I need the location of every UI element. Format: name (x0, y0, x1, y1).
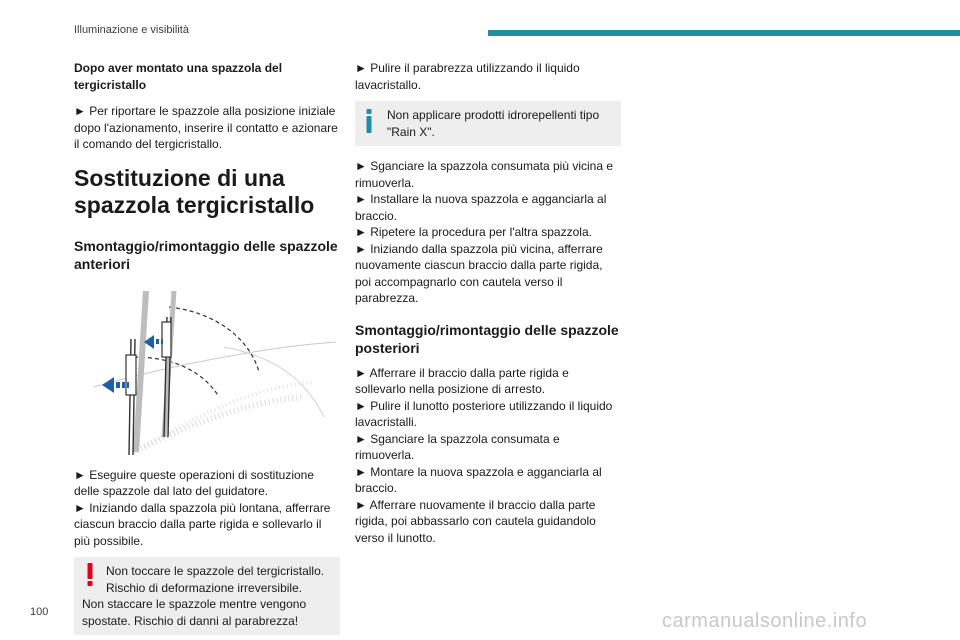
rear-step-4: ► Montare la nuova spazzola e agganciarla al braccio. (355, 464, 602, 495)
rear-step-5: ► Afferrare nuovamente il braccio dalla parte rigida, poi abbassarlo con cautela guidandolo verso il lunotto. (355, 497, 596, 545)
warning-text-1: Non toccare le spazzole del tergicristallo. Rischio di deformazione irreversibile. (106, 564, 325, 595)
right-paragraph-1: ► Pulire il parabrezza utilizzando il liquido lavacristallo. (355, 61, 580, 92)
page-number: 100 (30, 606, 49, 618)
rear-step-3: ► Sganciare la spazzola consumata e rimuoverla. (355, 431, 560, 462)
right-column (355, 60, 621, 546)
left-paragraph-1: ► Per riportare le spazzole alla posizione iniziale dopo l'azionamento, inserire il contatto e azionare il comando del tergicristallo. (74, 104, 338, 151)
rear-step-2: ► Pulire il lunotto posteriore utilizzando il liquido lavacristalli. (355, 398, 613, 429)
section-title: Sostituzione di una spazzola tergicristallo (74, 164, 315, 218)
left-paragraph-2a: ► Eseguire queste operazioni di sostituzione delle spazzole dal lato del guidatore. (74, 467, 315, 498)
header-accent-bar (488, 30, 960, 36)
front-wipers-subtitle: Smontaggio/rimontaggio delle spazzole anteriori (74, 237, 338, 272)
left-paragraph-2b: ► Iniziando dalla spazzola più lontana, afferrare ciascun braccio dalla parte rigida e sollevarlo il più possibile. (74, 500, 331, 548)
header-title: Illuminazione e visibilità (74, 24, 189, 36)
right-step-1: ► Sganciare la spazzola consumata più vicina e rimuoverla. (355, 159, 614, 190)
rear-step-1: ► Afferrare il braccio dalla parte rigida e sollevarlo nella posizione di arresto. (355, 365, 569, 396)
warning-text-2: Non staccare le spazzole mentre vengono spostate. Rischio di danni al parabrezza! (82, 597, 307, 628)
wiper-illustration (74, 287, 340, 457)
info-box (355, 101, 621, 146)
warning-icon (86, 563, 94, 592)
left-column (74, 60, 340, 635)
right-step-2: ► Installare la nuova spazzola e agganciarla al braccio. (355, 192, 607, 223)
info-text: Non applicare prodotti idrorepellenti tipo "Rain X". (387, 108, 600, 139)
after-mount-subheading: Dopo aver montato una spazzola del tergicristallo (74, 61, 283, 92)
watermark: carmanualsonline.info (662, 610, 868, 632)
rear-wipers-subtitle: Smontaggio/rimontaggio delle spazzole posteriori (355, 321, 619, 356)
info-icon (365, 109, 373, 138)
right-step-4: ► Iniziando dalla spazzola più vicina, afferrare nuovamente ciascun braccio dalla parte rigida, poi accompagnarlo con cautela verso il parabrezza. (355, 241, 603, 305)
warning-box (74, 557, 340, 635)
right-step-3: ► Ripetere la procedura per l'altra spazzola. (355, 225, 592, 239)
